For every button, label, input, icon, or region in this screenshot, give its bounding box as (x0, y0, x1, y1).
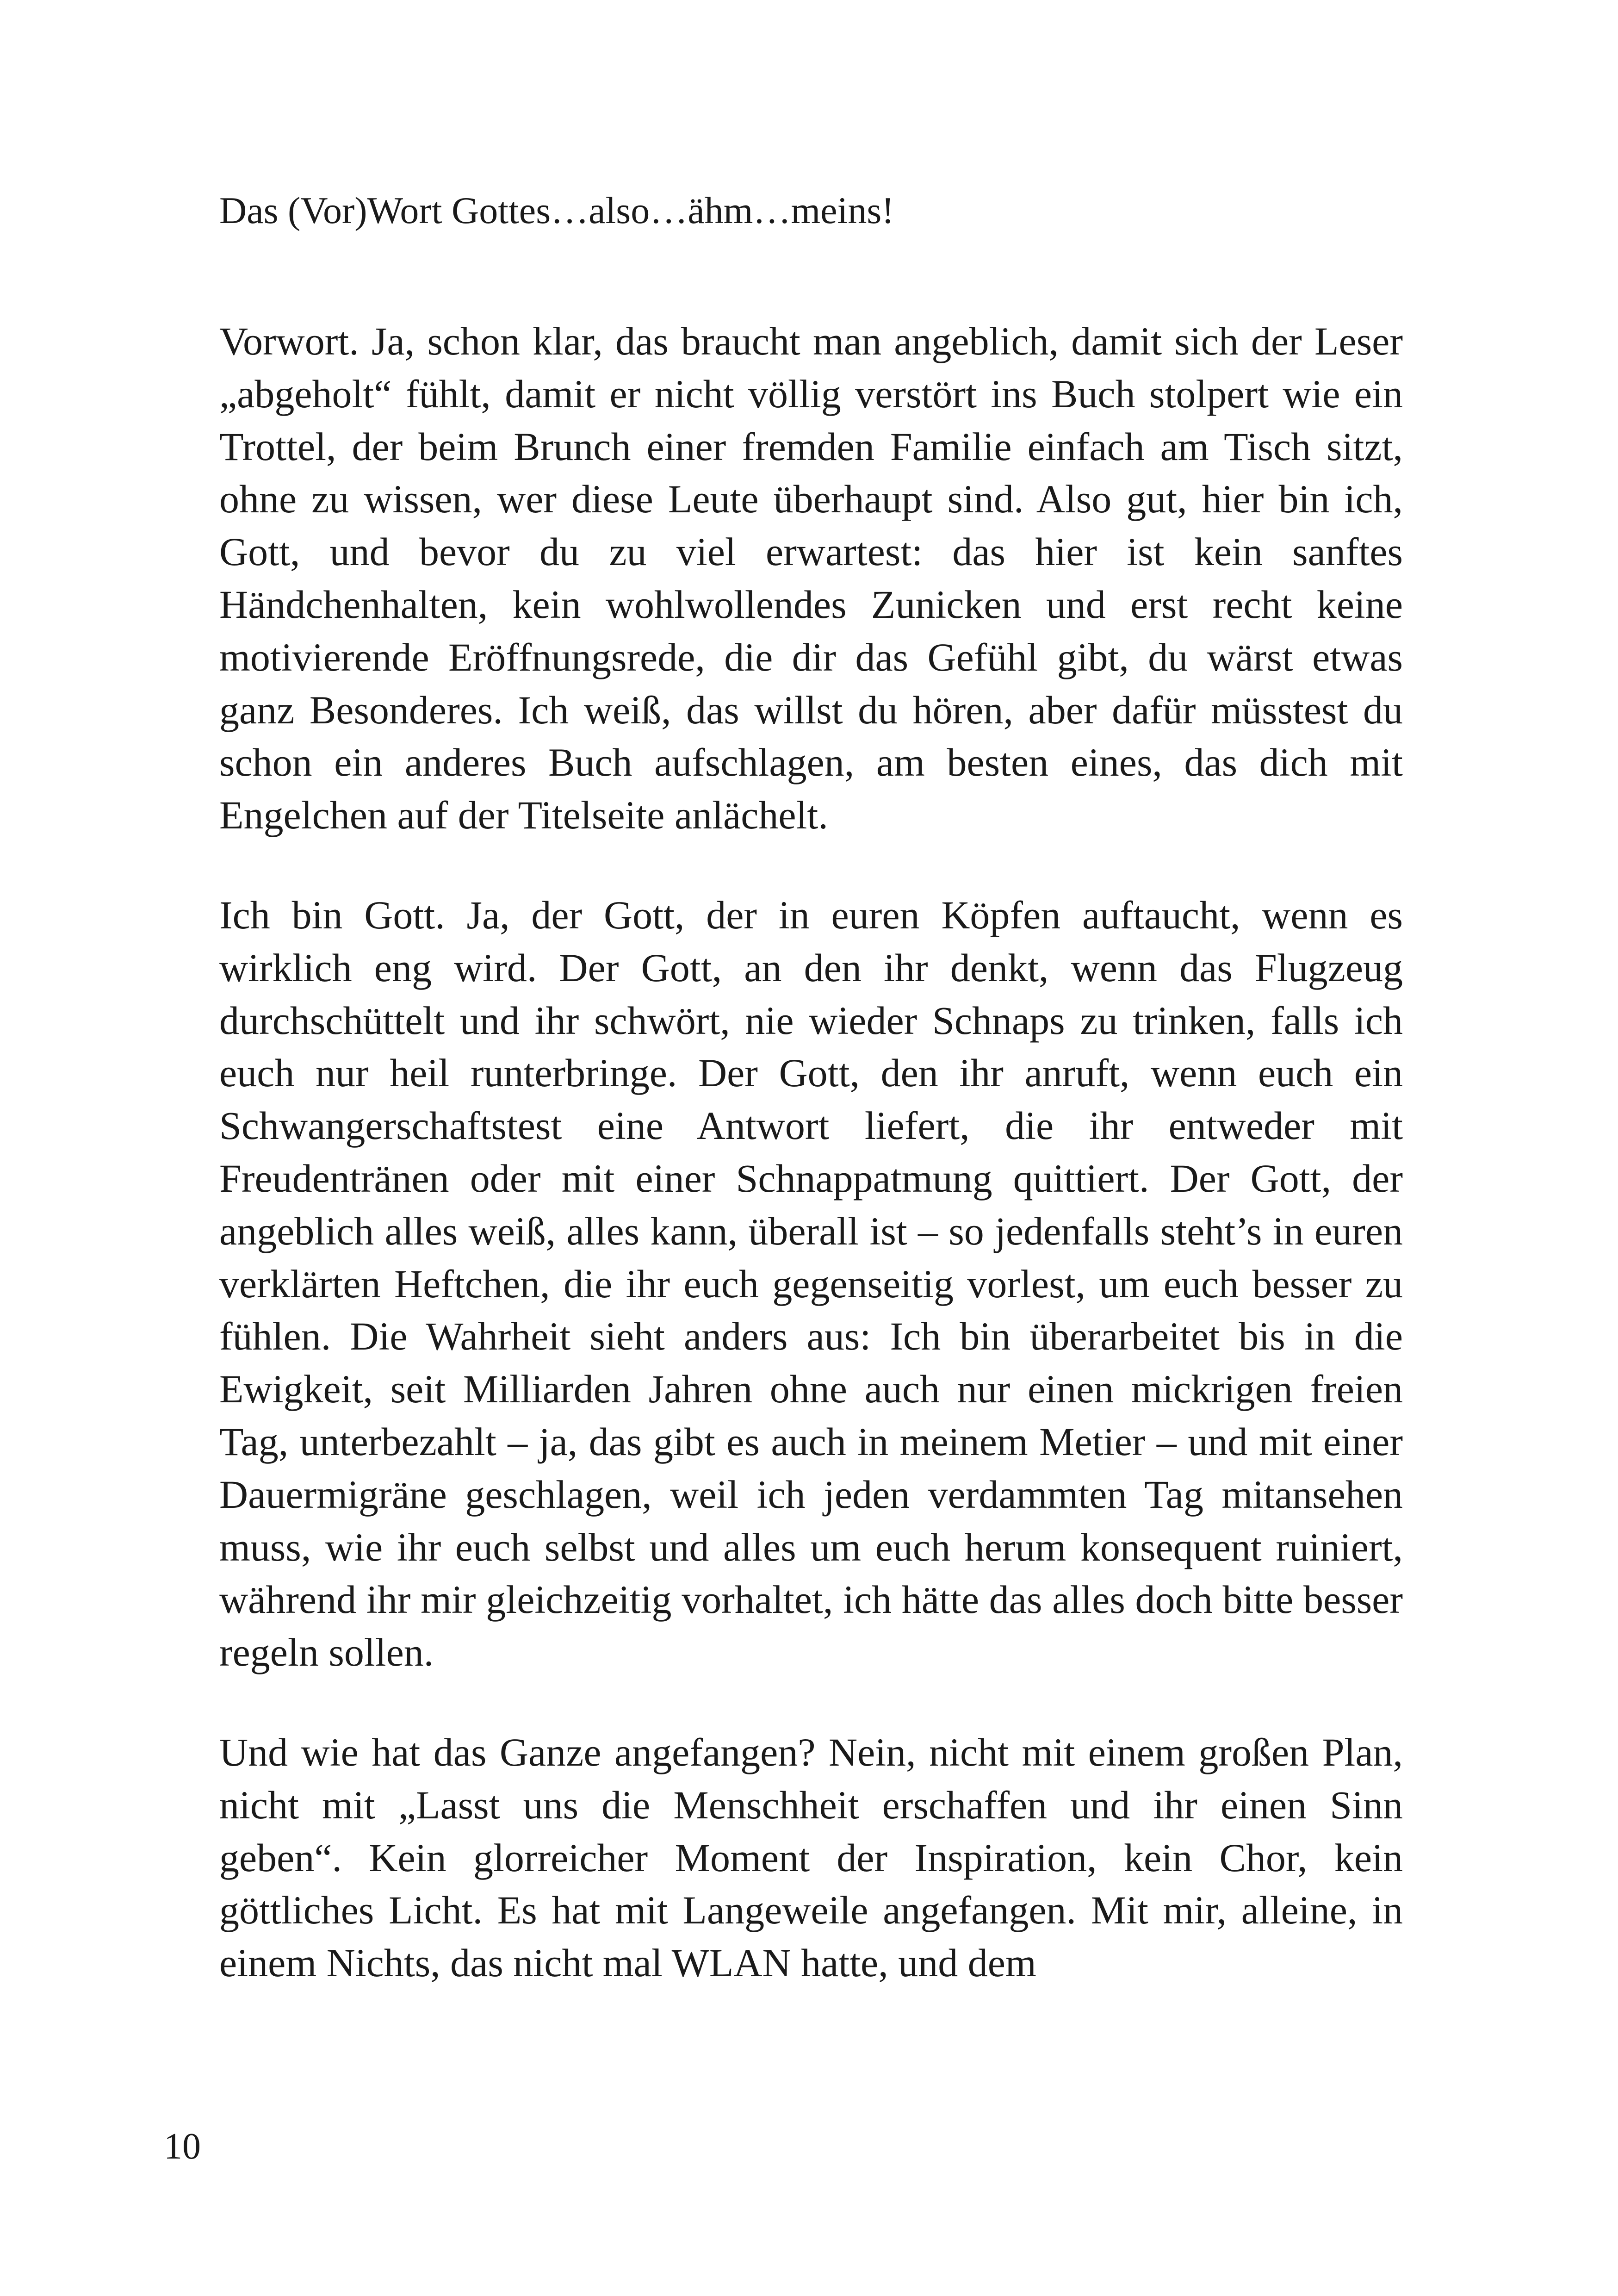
paragraph: Vorwort. Ja, schon klar, das braucht man angeblich, damit sich der Leser „abgeholt“ fühlt, damit er nicht völlig verstört ins Buch stolpert wie ein Trottel, der beim Brunch einer fremden Familie einfach am Tisch sitzt, ohne zu wissen, wer diese Leute überhaupt sind. Also gut, hier bin ich, Gott, und bevor du zu viel erwartest: das hier ist kein sanftes Händchenhalten, kein wohlwollendes Zunicken und erst recht keine motivierende Eröffnungsrede, die dir das Gefühl gibt, du wärst etwas ganz Besonderes. Ich weiß, das willst du hören, aber dafür müsstest du schon ein anderes Buch aufschlagen, am besten eines, das dich mit Engelchen auf der Titelseite anlächelt. (219, 319, 1403, 838)
paragraph: Ich bin Gott. Ja, der Gott, der in euren Köpfen auftaucht, wenn es wirklich eng wird. Der Gott, an den ihr denkt, wenn das Flugzeug durchschüttelt und ihr schwört, nie wieder Schnaps zu trinken, falls ich euch nur heil runterbringe. Der Gott, den ihr anruft, wenn euch ein Schwangerschaftstest eine Antwort liefert, die ihr entweder mit Freudentränen oder mit einer Schnappatmung quittiert. Der Gott, der angeblich alles weiß, alles kann, überall ist – so jedenfalls steht’s in euren verklärten Heftchen, die ihr euch gegenseitig vorlest, um euch besser zu fühlen. Die Wahrheit sieht anders aus: Ich bin überarbeitet bis in die Ewigkeit, seit Milliarden Jahren ohne auch nur einen mickrigen freien Tag, unterbezahlt – ja, das gibt es auch in meinem Metier – und mit einer Dauermigräne geschlagen, weil ich jeden verdammten Tag mitansehen muss, wie ihr euch selbst und alles um euch herum konsequent ruiniert, während ihr mir gleichzeitig vorhaltet, ich hätte das alles doch bitte besser regeln sollen. (219, 892, 1403, 1675)
chapter-heading: Das (Vor)Wort Gottes…also…ähm…meins! (219, 189, 894, 231)
body-text (219, 315, 1403, 1990)
page-number: 10 (164, 2126, 201, 2167)
paragraph: Und wie hat das Ganze angefangen? Nein, nicht mit einem großen Plan, nicht mit „Lasst uns die Menschheit erschaffen und ihr einen Sinn geben“. Kein glorreicher Moment der Inspiration, kein Chor, kein göttliches Licht. Es hat mit Langeweile angefangen. Mit mir, alleine, in einem Nichts, das nicht mal WLAN hatte, und dem (219, 1730, 1403, 1985)
